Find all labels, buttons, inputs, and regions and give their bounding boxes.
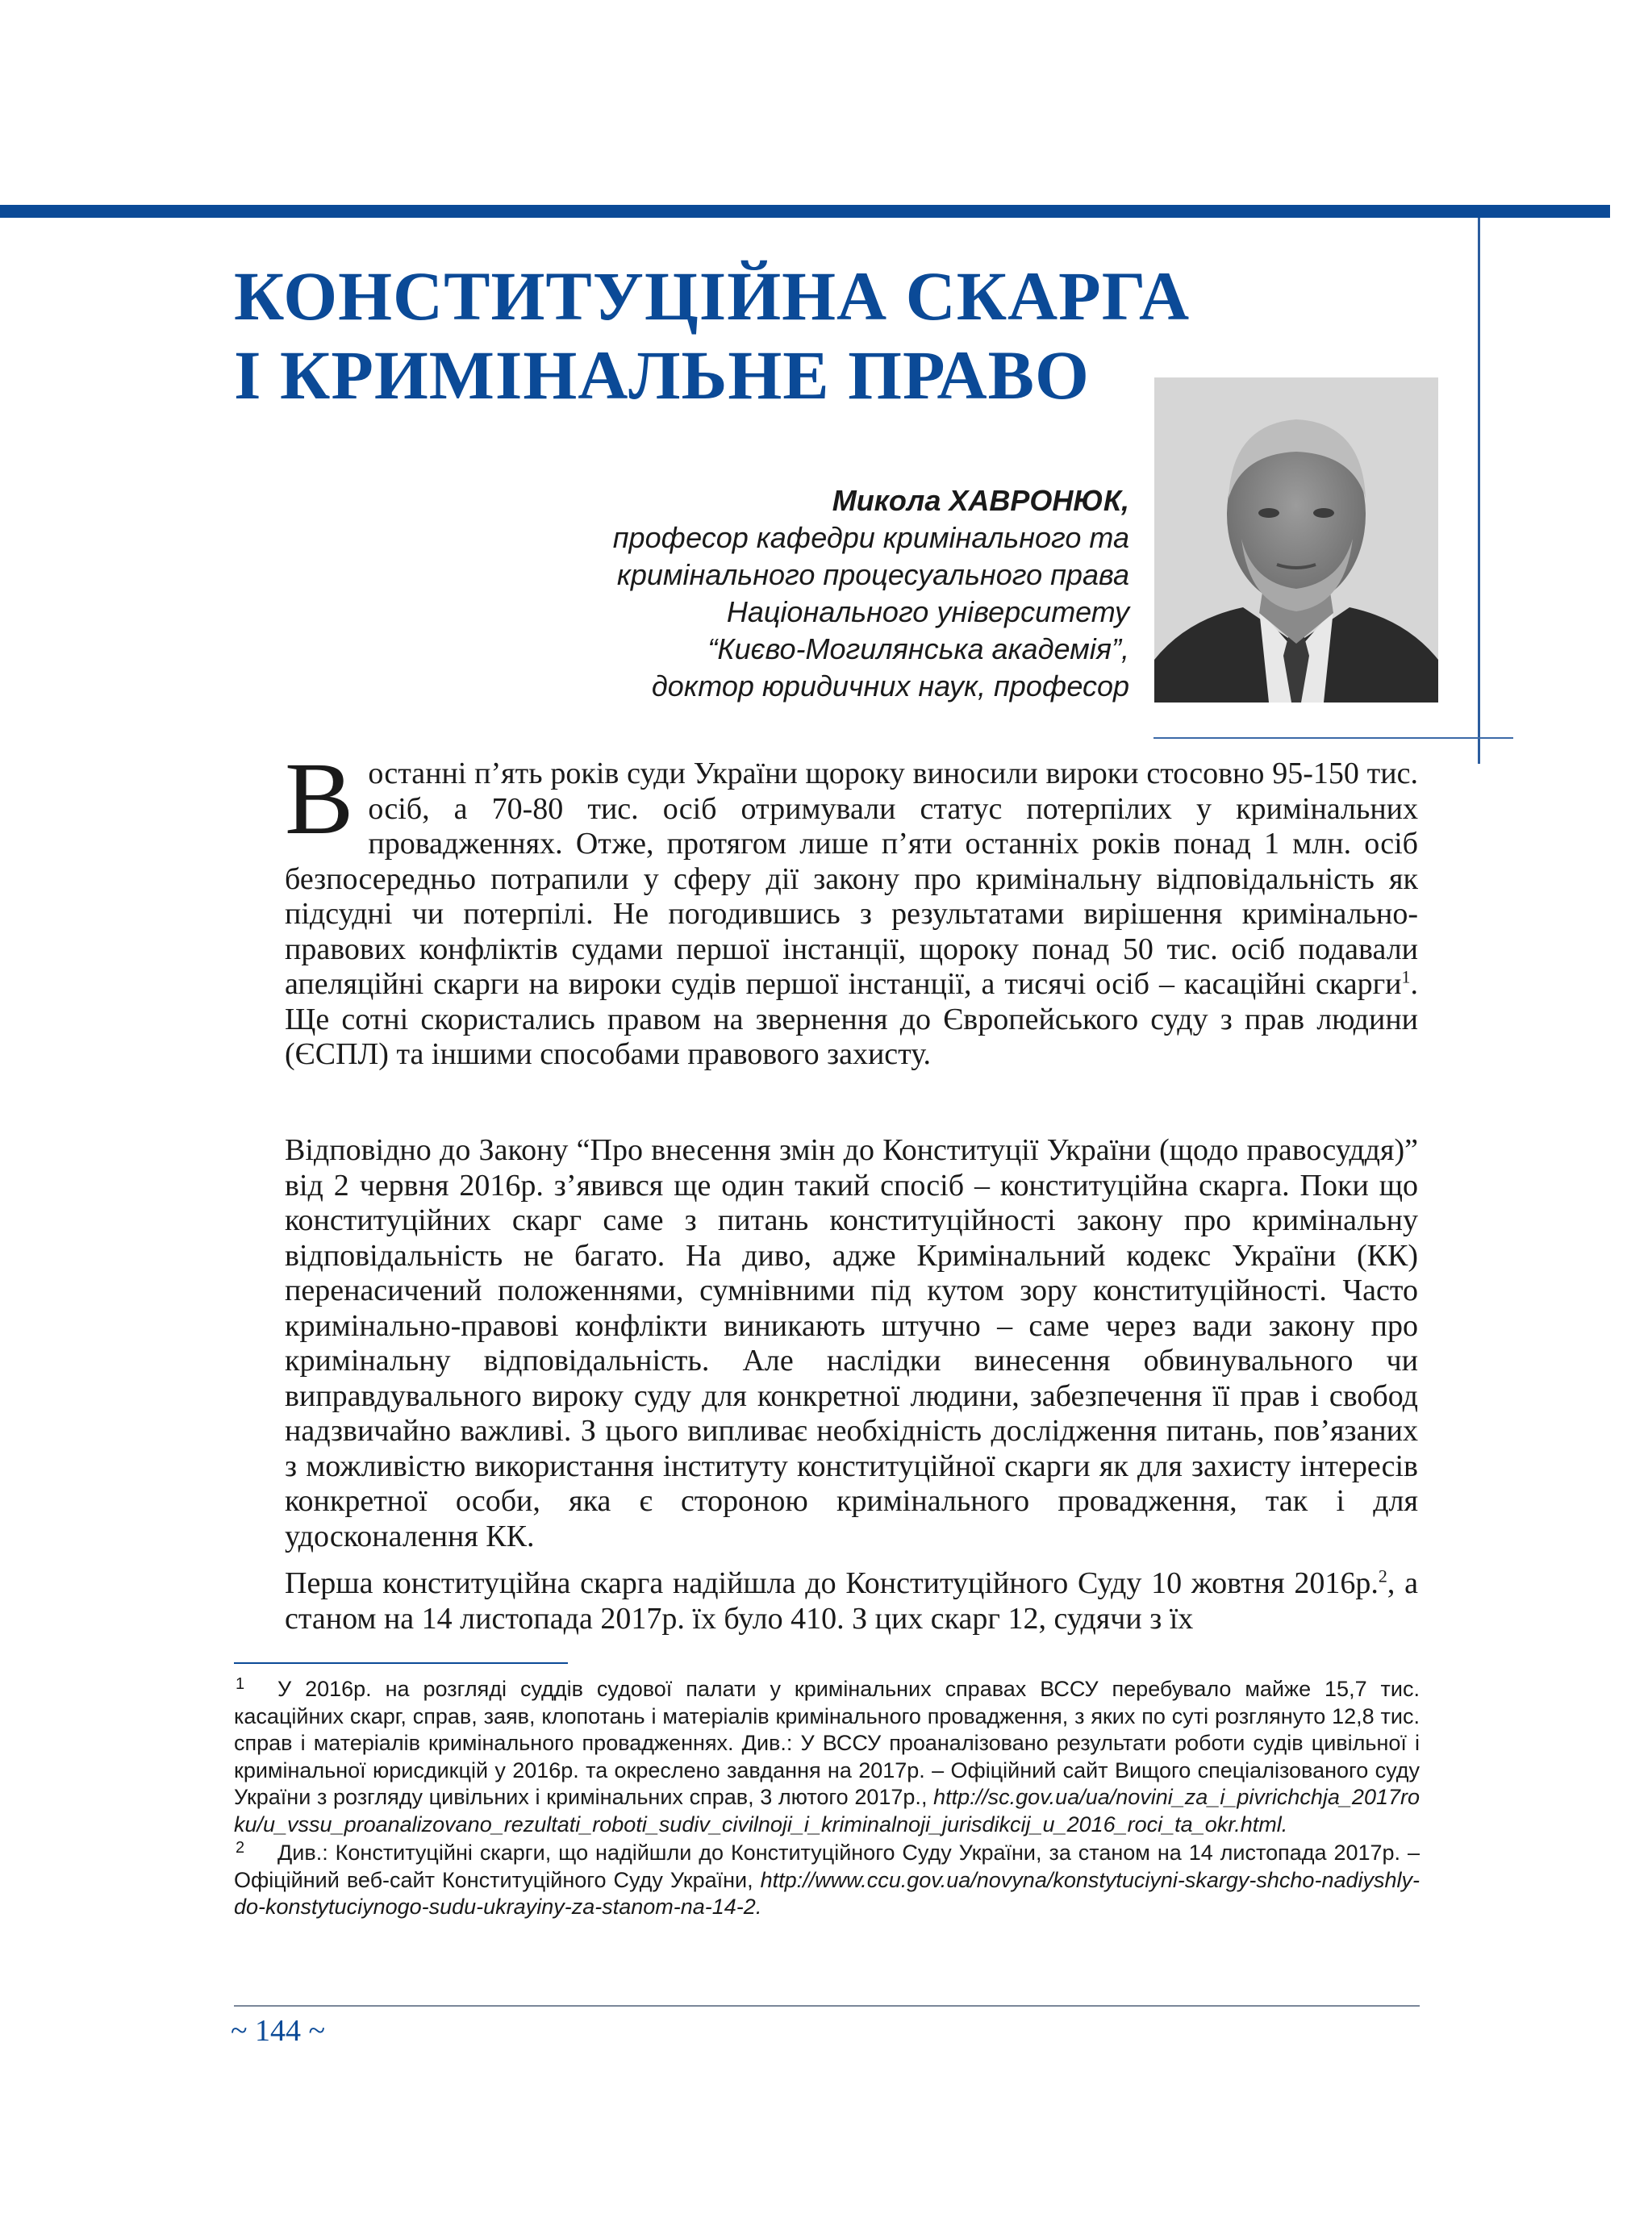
author-affiliation-line: “Києво-Могилянська академія”, [707,632,1129,665]
header-bar [0,205,1610,218]
paragraph-3 [285,1566,1418,1636]
footnote-number: 1 [236,1675,245,1693]
footnote-separator [234,1662,568,1664]
title-line-1: КОНСТИТУЦІЙНА СКАРГА [234,257,1191,335]
author-affiliation-line: Національного університету [726,595,1129,628]
paragraph-3-text-end: , а станом на 14 листопада 2017р. їх було 410. З цих скарг 12, судячи з їх [285,1566,1418,1636]
author-position-line: професор кафедри кримінального та [612,521,1129,554]
footnote-number: 2 [236,1839,245,1857]
footnotes [234,1676,1420,1923]
decorative-vertical-line [1478,218,1480,764]
paragraph-3-text: Перша конституційна скарга надійшла до Конституційного Суду 10 жовтня 2016р. [285,1566,1379,1600]
footnote-text: Див.: Конституційні скарги, що надійшли до Конституційного Суду України, за станом на 14 листопада 2017р. – Офіційний веб-сайт Конституційного Суду України, [234,1841,1420,1892]
author-position-line: кримінального процесуального права [616,558,1129,591]
footnote-ref-1[interactable]: 1 [1401,966,1411,987]
author-name: Микола ХАВРОНЮК, [832,484,1129,517]
author-photo [1154,377,1438,703]
footnote-link-tail: . [755,1895,762,1919]
title-line-2: І КРИМІНАЛЬНЕ ПРАВО [234,336,1090,414]
drop-cap: В [285,741,354,856]
footnote-link[interactable]: http://www.ccu.gov.ua/novyna/konstytuciyni-skargy-shcho-nadiyshly-do-konstytuciynogo-sudu-ukrayiny-za-stanom-na-14-2 [234,1867,1420,1919]
footnote-1 [234,1676,1420,1838]
paragraph-1 [285,741,1418,1073]
footnote-link[interactable]: http://sc.gov.ua/ua/novini_za_i_pivrichchja_2017roku/u_vssu_proanalizovano_rezultati_roboti_sudiv_civilnoji_i_kriminalnoji_jurisdikcij_u_2016_roci_ta_okr.html [234,1785,1420,1837]
decorative-horizontal-line [1153,737,1513,739]
footnote-link-tail: . [1281,1812,1288,1837]
paragraph-2-text: Відповідно до Закону “Про внесення змін до Конституції України (щодо правосуддя)” від 2 червня 2016р. з’явився ще один такий спосіб – конституційна скарга. Поки що конституційних скарг саме з питань конституційності закону про кримінальну відповідальність не багато. На диво, адже Кримінальний кодекс України (КК) перенасичений положеннями, сумнівними під кутом зору конституційності. Часто кримінально-правові конфлікти виникають штучно – саме через вади закону про кримінальну відповідальність. Але наслідки винесення обвинувального чи виправдувального вироку суду для конкретної людини, забезпечення її прав і свобод надзвичайно важливі. З цього випливає необхідність дослідження питань, пов’язаних з можливістю використання інституту конституційної скарги як для захисту інтересів конкретної особи, яка є стороною кримінального провадження, так і для удосконалення КК. [285,1133,1418,1553]
page-number: ~ 144 ~ [231,2014,326,2048]
author-degree-line: доктор юридичних наук, професор [651,669,1129,703]
paragraph-2 [285,1133,1418,1554]
paragraph-1-text: останні п’ять років суди України щороку виносили вироки стосовно 95-150 тис. осіб, а 70-80 тис. осіб отримували статус потерпілих у кримінальних провадженнях. Отже, протягом лише п’яти останніх років понад 1 млн. осіб безпосередньо потрапили у сферу дії закону про кримінальну відповідальність як підсудні чи потерпілі. Не погодившись з результатами вирішення кримінально-правових конфліктів судами першої інстанції, щороку понад 50 тис. осіб подавали апеляційні скарги на вироки судів першої інстанції, а тисячі осіб – касаційні скарги [285,757,1418,1001]
author-portrait-image [1154,377,1438,703]
article-title [234,256,1266,415]
author-block [516,482,1129,705]
footnote-ref-2[interactable]: 2 [1378,1566,1387,1586]
paragraph-1-text-end: . Ще сотні скористались правом на звернення до Європейського суду з прав людини (ЄСПЛ) та іншими способами правового захисту. [285,967,1418,1071]
page-bottom-rule [234,2005,1420,2007]
footnote-2 [234,1840,1420,1921]
footnote-text: У 2016р. на розгляді суддів судової палати у кримінальних справах ВССУ перебувало майже 15,7 тис. касаційних скарг, справ, заяв, клопотань і матеріалів кримінального провадження, з яких по суті розглянуто 12,8 тис. справ і матеріалів кримінального провадженнях. Див.: У ВССУ проаналізовано результати роботи судів цивільної і кримінальної юрисдикцій у 2016р. та окреслено завдання на 2017р. – Офіційний сайт Вищого спеціалізованого суду України з розгляду цивільних і кримінальних справ, 3 лютого 2017р., [234,1677,1420,1809]
